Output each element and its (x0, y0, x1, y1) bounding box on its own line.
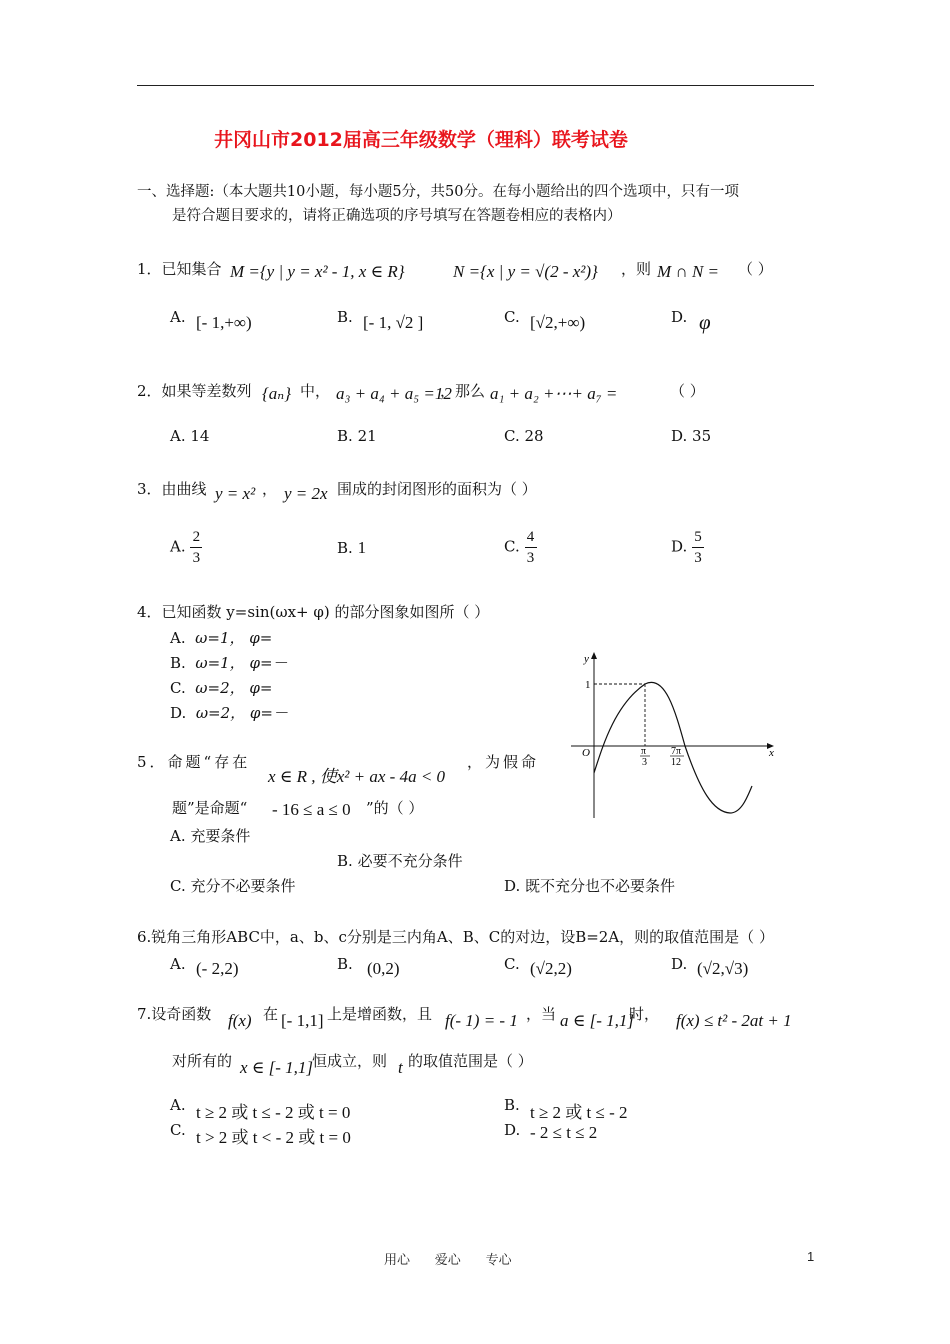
q7-option-b: t ≥ 2 或 t ≤ - 2 (530, 1103, 628, 1122)
tick1-num: π (641, 746, 647, 757)
q4-option-a-label: A. (170, 629, 186, 647)
q7-option-c-label: C. (170, 1121, 186, 1139)
q5-option-b-label: B. (337, 852, 353, 870)
footer-motto: 用心 爱心 专心 (384, 1253, 512, 1268)
q1-option-b-label: B. (337, 308, 353, 326)
q4-option-d (170, 702, 288, 723)
q7-inequality: f(x) ≤ t² - 2at + 1 (676, 1011, 792, 1030)
q5-option-d-label: D. (504, 877, 521, 895)
q2-option-c (504, 427, 544, 445)
q1-set-n: N ={x | y = √(2 - x²)} (453, 262, 598, 281)
q5-option-a-value: 充要条件 (190, 827, 251, 845)
q6-option-a: (- 2,2) (196, 959, 239, 978)
q5-option-d-value: 既不充分也不必要条件 (525, 877, 676, 895)
q2-option-d-value: 35 (692, 427, 712, 445)
q2-option-d (671, 427, 711, 445)
q4-option-c-label: C. (170, 679, 186, 697)
q7-line2b: 恒成立，则 (312, 1052, 388, 1070)
q5-condition: - 16 ≤ a ≤ 0 (272, 800, 351, 819)
q2-sum2: a₁ + a₂ +⋯+ a₇ = (490, 384, 618, 403)
q7-option-c: t > 2 或 t < - 2 或 t = 0 (196, 1128, 351, 1147)
q6-option-b-label: B. (337, 955, 353, 973)
q5-stem: 5．命题“存在 (137, 753, 251, 771)
q3-option-b-label: B. (337, 539, 353, 557)
q7-option-d: - 2 ≤ t ≤ 2 (530, 1123, 598, 1142)
q5-option-b-value: 必要不充分条件 (357, 852, 463, 870)
q2-option-a-value: 14 (190, 427, 210, 445)
q3-curve1: y = x² (215, 484, 256, 503)
q1-answer-paren: （ ） (738, 260, 773, 278)
exam-title: 井冈山市2012届高三年级数学（理科）联考试卷 (214, 129, 628, 151)
q1-then: ，则 (621, 260, 652, 278)
q1-ask: M ∩ N = (657, 262, 719, 281)
q7-increasing: 上是增函数，且 (327, 1005, 433, 1023)
q4-stem: 4．已知函数 y=sin(ωx+ φ) 的部分图象如图所（ ） (137, 603, 490, 621)
section-heading-line2: 是符合题目要求的，请将正确选项的序号填写在答题卷相应的表格内） (172, 208, 622, 224)
q2-mid: 中， (300, 382, 331, 400)
q4-option-d-label: D. (170, 704, 187, 722)
q2-option-b-label: B. (337, 427, 353, 445)
q1-option-b: [- 1, √2 ] (363, 313, 424, 332)
q2-answer-paren: （ ） (670, 382, 705, 400)
q3-option-a (170, 528, 202, 567)
q3-option-d (671, 528, 704, 567)
q5-option-c-value: 充分不必要条件 (190, 877, 296, 895)
q5-option-d (504, 875, 675, 896)
q1-option-c-label: C. (504, 308, 520, 326)
tick2-num: 7π (671, 746, 682, 757)
q3-option-b (337, 538, 366, 558)
q7-option-a: t ≥ 2 或 t ≤ - 2 或 t = 0 (196, 1103, 351, 1122)
q6-option-a-label: A. (170, 955, 186, 973)
q3-d-den: 3 (694, 550, 702, 566)
tick2-den: 12 (671, 757, 681, 768)
q3-option-c-fraction (525, 528, 537, 567)
q3-curve2: y = 2x (284, 484, 328, 503)
q4-option-d-value: ω=2， φ=－ (195, 704, 288, 722)
q2-option-c-label: C. (504, 427, 520, 445)
q7-line2a: 对所有的 (172, 1052, 233, 1070)
q3-option-c-label: C. (504, 537, 520, 556)
q1-set-m: M ={y | y = x² - 1, x ∈ R} (230, 262, 405, 281)
q5-line2a: 题”是命题“ (172, 799, 248, 817)
q3-option-d-fraction (692, 528, 704, 567)
q5-option-c (170, 875, 296, 896)
q3-stem: 3．由曲线 (137, 480, 207, 498)
q3-tail: 围成的封闭图形的面积为（ ） (337, 480, 537, 498)
q4-option-b-label: B. (170, 654, 186, 672)
q5-tail: ，为假命 (467, 753, 540, 771)
y-axis-arrow (591, 652, 597, 659)
q7-line2c: 的取值范围是（ ） (408, 1052, 533, 1070)
q4-option-b-value: ω=1， φ=－ (195, 654, 288, 672)
q2-option-b-value: 21 (357, 427, 377, 445)
q1-option-d: φ (699, 310, 711, 334)
q2-stem: 2．如果等差数列 (137, 382, 252, 400)
q3-option-a-fraction (190, 528, 202, 567)
q3-d-num: 5 (694, 529, 702, 545)
q5-option-b (337, 850, 463, 871)
q1-option-c: [√2,+∞) (530, 313, 586, 332)
q1-option-a-label: A. (170, 308, 186, 326)
q6-option-b: (0,2) (367, 959, 400, 978)
section-heading-line1: 一、选择题:（本大题共10小题，每小题5分，共50分。在每小题给出的四个选项中，只有一项 (137, 184, 740, 200)
graph-y-label: y (584, 653, 589, 665)
q1-stem: 1．已知集合 (137, 260, 222, 278)
q5-expr: x ∈ R , 使x² + ax - 4a < 0 (268, 767, 446, 786)
q4-sine-graph (565, 650, 785, 825)
q6-option-c: (√2,2) (530, 959, 572, 978)
q5-option-a-label: A. (170, 827, 186, 845)
q6-stem: 6.锐角三角形ABC中，a、b、c分别是三内角A、B、C的对边，设B=2A，则的取值范围是（ ） (137, 928, 774, 946)
q7-option-d-label: D. (504, 1121, 521, 1139)
q3-option-d-label: D. (671, 537, 688, 556)
q7-in: 在 (263, 1005, 279, 1023)
q5-line2b: ”的（ ） (366, 799, 424, 817)
q3-a-num: 2 (192, 529, 201, 545)
q3-option-b-value: 1 (357, 538, 367, 557)
q2-sum1: a₃ + a₄ + a₅ =12 (336, 384, 452, 403)
q2-option-c-value: 28 (524, 427, 544, 445)
page-number: 1 (807, 1249, 815, 1264)
q6-option-c-label: C. (504, 955, 520, 973)
q4-option-a-value: ω=1， φ= (195, 629, 273, 647)
q4-option-b (170, 652, 288, 673)
q7-f-minus-one: f(- 1) = - 1 (445, 1011, 518, 1030)
q7-t: t (398, 1058, 403, 1077)
fraction-bar (692, 547, 704, 548)
q2-sequence: {aₙ} (262, 384, 291, 403)
header-rule (137, 85, 814, 86)
q3-c-den: 3 (526, 550, 535, 566)
q3-option-a-label: A. (170, 537, 186, 556)
q7-shi: 时， (629, 1005, 660, 1023)
q5-option-a (170, 825, 250, 846)
q7-a-in: a ∈ [- 1,1] (560, 1011, 634, 1030)
graph-origin-label: O (582, 747, 590, 759)
q7-option-a-label: A. (170, 1096, 186, 1114)
q7-interval: [- 1,1] (281, 1011, 324, 1030)
q1-option-a: [- 1,+∞) (196, 313, 252, 332)
q5-option-c-label: C. (170, 877, 186, 895)
q2-comma: ，那么 (440, 382, 486, 400)
q7-x-in: x ∈ [- 1,1] (240, 1058, 314, 1077)
q3-a-den: 3 (192, 550, 201, 566)
q7-stem: 7.设奇函数 (137, 1005, 212, 1023)
q3-sep: ， (262, 480, 278, 498)
q1-option-d-label: D. (671, 308, 688, 326)
q7-option-b-label: B. (504, 1096, 520, 1114)
q2-option-d-label: D. (671, 427, 688, 445)
q6-option-d-label: D. (671, 955, 688, 973)
graph-x-label: x (769, 747, 774, 759)
q2-option-b (337, 427, 377, 445)
graph-one-label: 1 (585, 679, 591, 691)
q7-when: ，当 (526, 1005, 557, 1023)
q2-option-a (170, 427, 209, 445)
q4-option-c-value: ω=2， φ= (195, 679, 273, 697)
q4-option-a (170, 627, 272, 648)
q3-option-c (504, 528, 537, 567)
q2-option-a-label: A. (170, 427, 186, 445)
q3-c-num: 4 (526, 529, 535, 545)
fraction-bar (190, 547, 202, 548)
q6-option-d: (√2,√3) (697, 959, 749, 978)
q4-option-c (170, 677, 272, 698)
q7-fx: f(x) (228, 1011, 252, 1030)
tick1-den: 3 (642, 757, 647, 768)
fraction-bar (525, 547, 537, 548)
